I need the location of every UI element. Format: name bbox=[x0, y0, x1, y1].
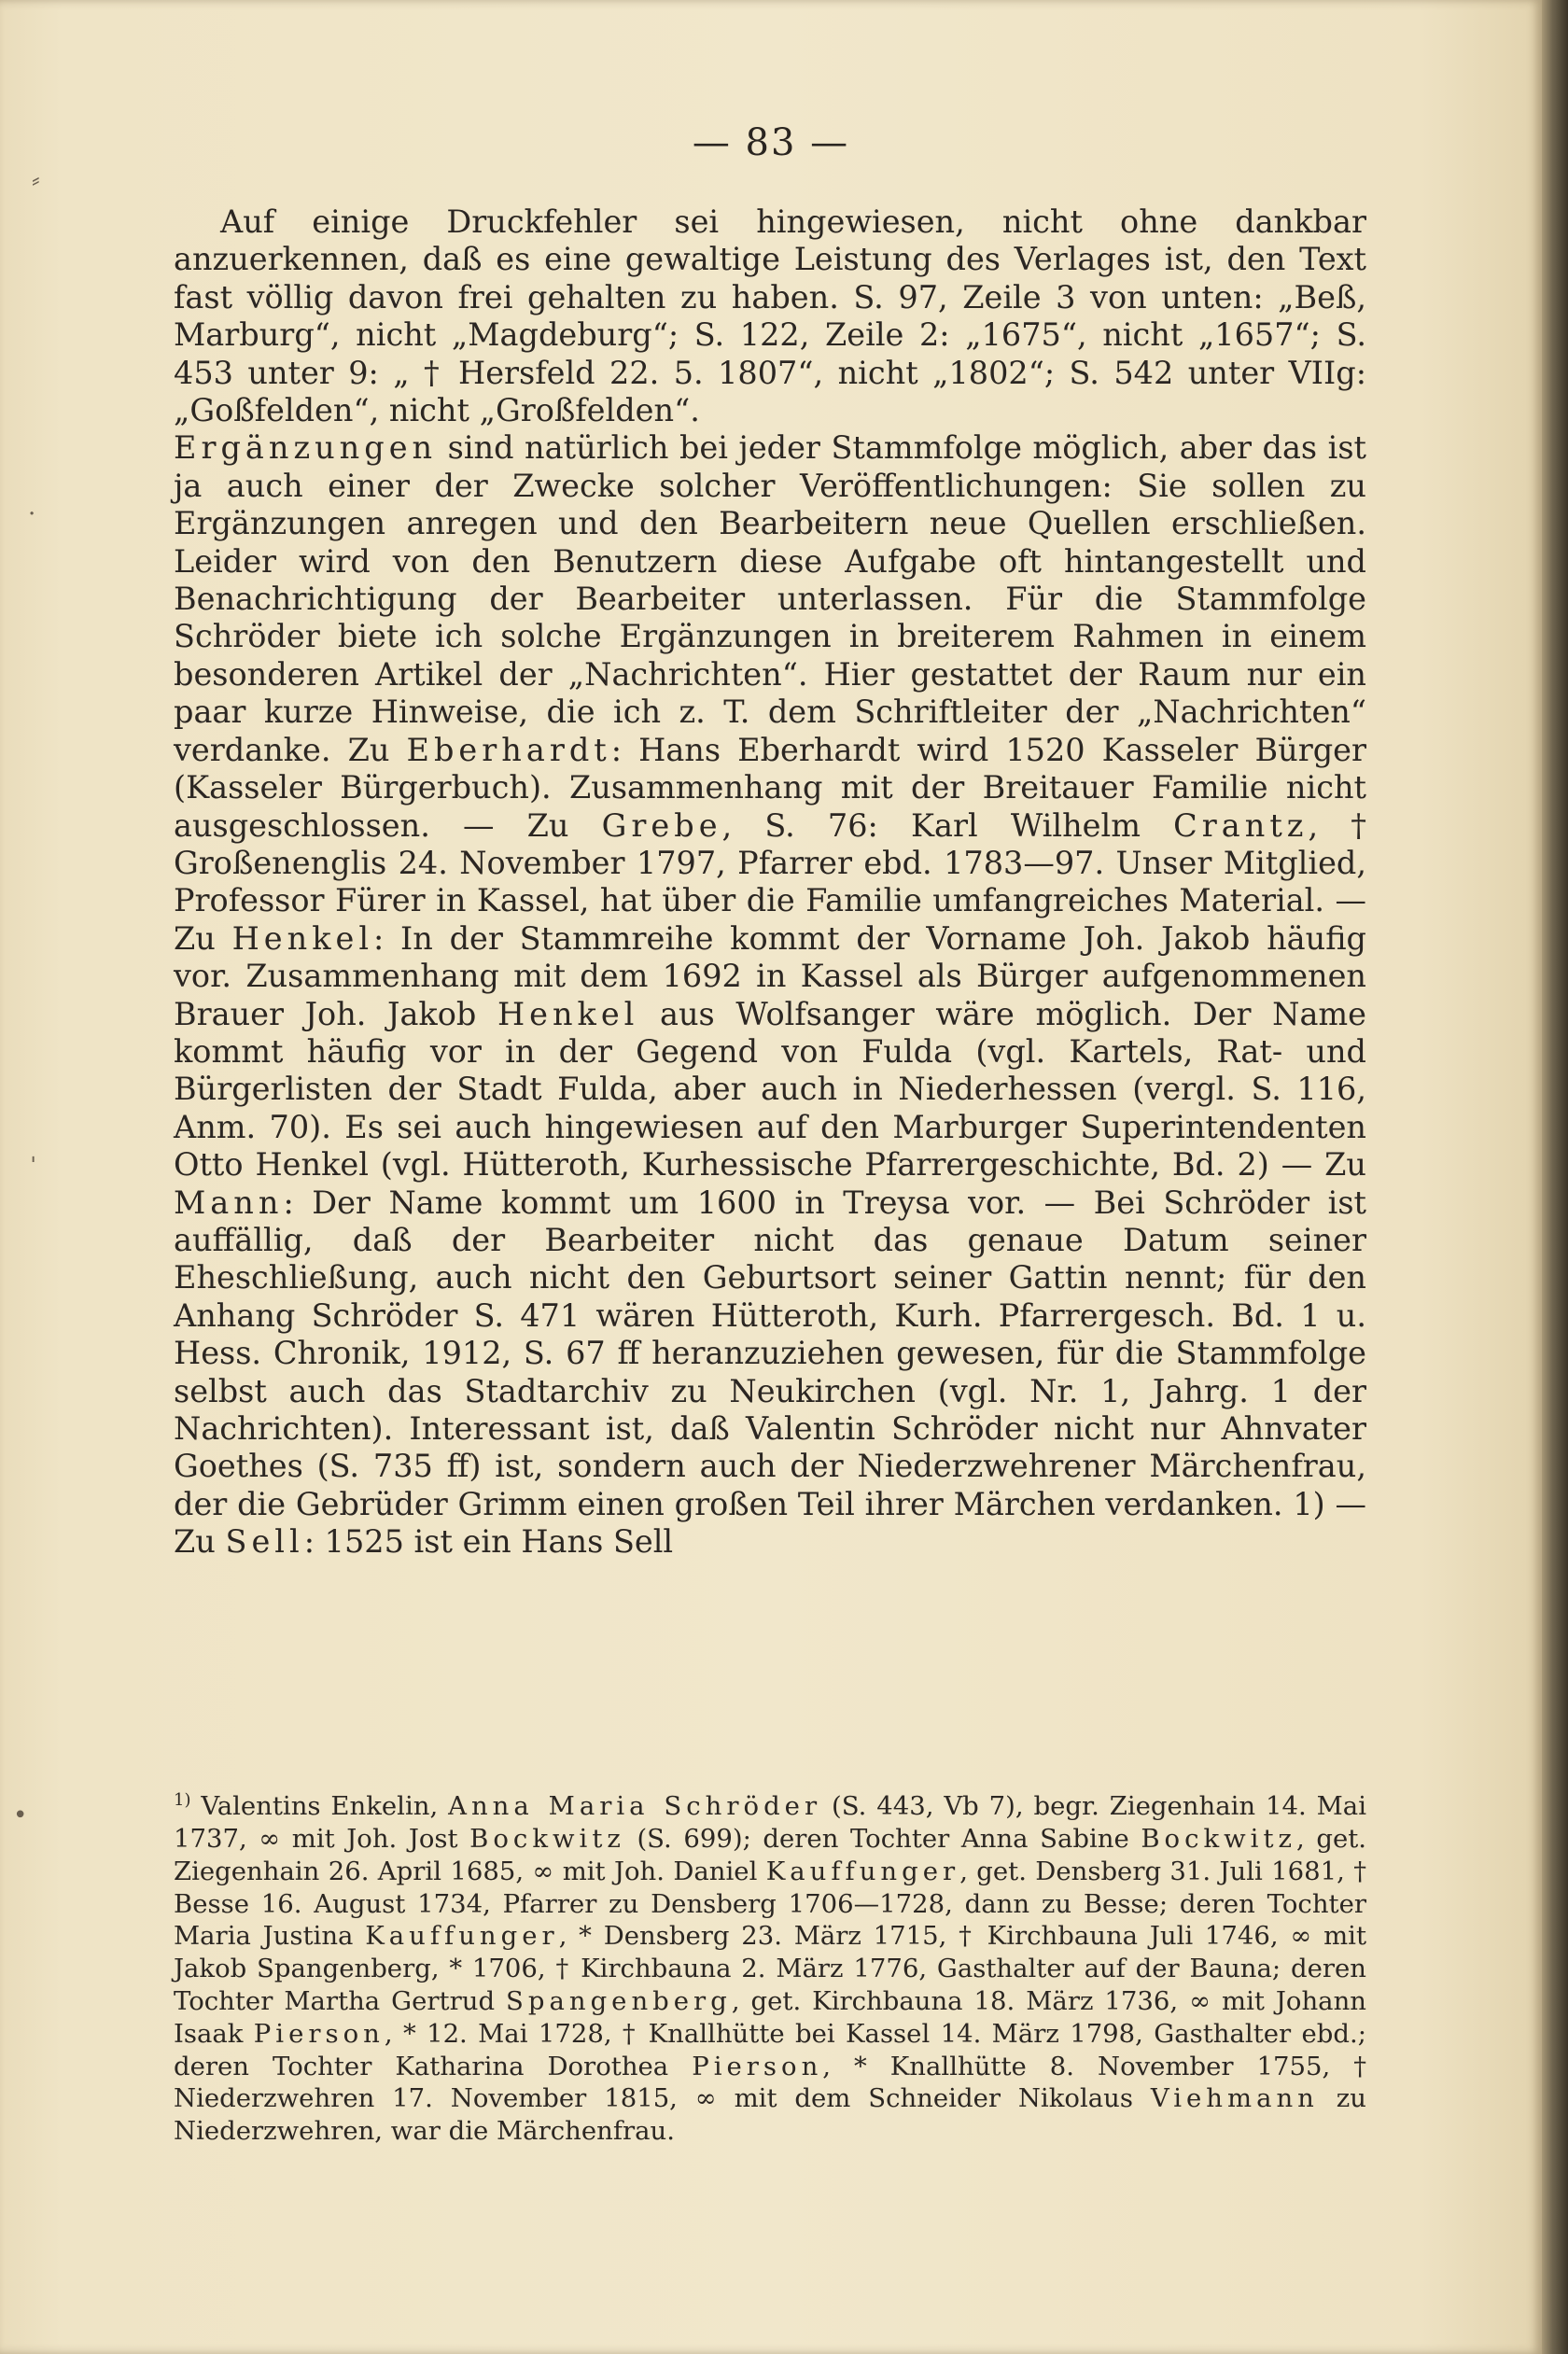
footnote-reference[interactable]: 1) bbox=[1293, 1485, 1325, 1522]
surname-crantz: Crantz bbox=[1173, 806, 1309, 844]
text-run: , * Knallhütte 8. November 1755, † Niederzwehren 17. November 1815, ∞ mit dem Schneider Nikolaus bbox=[174, 2051, 1366, 2114]
surname-pierson: Pierson bbox=[253, 2018, 385, 2049]
name-anna-maria-schroeder: Anna Maria Schröder bbox=[448, 1791, 822, 1822]
text-run: zu Niederzwehren, war die Märchenfrau. bbox=[174, 2083, 1366, 2147]
text-run: , † Großenenglis 24. November 1797, Pfarrer ebd. 1783—97. Unser Mitglied, Professor Fürer in Kassel, hat über die Familie umfangreiches Material. — Zu bbox=[174, 806, 1366, 957]
text-run: (S. 443, Vb 7), begr. Ziegenhain 14. Mai 1737, ∞ mit Joh. Jost bbox=[174, 1791, 1366, 1854]
text-run: , get. Kirchbauna 18. März 1736, ∞ mit Johann Isaak bbox=[174, 1985, 1367, 2049]
text-run: sind natürlich bei jeder Stammfolge möglich, aber das ist ja auch einer der Zwecke solcher Veröffentlichungen: Sie sollen zu Ergänzungen anregen und den Bearbeitern neue Quellen erschließen. Leider wird von den Benutzern diese Aufgabe oft hintangestellt und Benachrichtigung der Bearbeiter unterlassen. Für die Stammfolge Schröder biete ich solche Ergänzungen in breiterem Rahmen in einem besonderen Artikel der „Nachrichten“. Hier gestattet der Raum nur ein paar kurze Hinweise, die ich z. T. dem Schriftleiter der „Nachrichten“ verdanke. Zu bbox=[174, 429, 1366, 768]
surname-pierson-2: Pierson bbox=[692, 2051, 823, 2081]
text-run: : 1525 ist ein Hans Sell bbox=[303, 1523, 674, 1561]
surname-sell: Sell bbox=[225, 1523, 304, 1561]
text-run: , get. Densberg 31. Juli 1681, † Besse 16. August 1734, Pfarrer zu Densberg 1706—1728, dann zu Besse; deren Tochter Maria Justina bbox=[174, 1856, 1367, 1952]
main-text bbox=[174, 203, 1366, 1562]
surname-bockwitz-2: Bockwitz bbox=[1141, 1823, 1297, 1854]
text-run: , get. Ziegenhain 26. April 1685, ∞ mit Joh. Daniel bbox=[174, 1823, 1367, 1886]
text-run: : Der Name kommt um 1600 in Treysa vor. — Bei Schröder ist auffällig, daß der Bearbeiter nicht das genaue Datum seiner Eheschließung, auch nicht den Geburtsort seiner Gattin nennt; für den Anhang Schröder S. 471 wären Hütteroth, Kurh. Pfarrergesch. Bd. 1 u. Hess. Chronik, 1912, S. 67 ff heranzuziehen gewesen, für die Stammfolge selbst auch das Stadtarchiv zu Neukirchen (vgl. Nr. 1, Jahrg. 1 der Nachrichten). Interessant ist, daß Valentin Schröder nicht nur Ahnvater Goethes (S. 735 ff) ist, sondern auch der Niederzwehrener Märchenfrau, der die Gebrüder Grimm einen großen Teil ihrer Märchen verdanken. bbox=[174, 1184, 1366, 1522]
page-binding-edge bbox=[1542, 0, 1568, 2354]
surname-eberhardt: Eberhardt bbox=[406, 731, 611, 768]
text-run: , * Densberg 23. März 1715, † Kirchbauna Juli 1746, ∞ mit Jakob Spangenberg, * 1706, † Kirchbauna 2. März 1776, Gasthalter auf der Bauna; deren Tochter Martha Gertrud bbox=[174, 1921, 1366, 2016]
surname-henkel: Henkel bbox=[231, 919, 374, 957]
text-run: aus Wolfsanger wäre möglich. Der Name kommt häufig vor in der Gegend von Fulda (vgl. Kartels, Rat- und Bürgerlisten der Stadt Fulda, aber auch in Niederhessen (vergl. S. 116, Anm. 70). Es sei auch hingewiesen auf den Marburger Superintendenten Otto Henkel (vgl. Hütteroth, Kurhessische Pfarrergeschichte, Bd. 2) — Zu bbox=[174, 995, 1367, 1184]
surname-mann: Mann bbox=[174, 1184, 284, 1221]
paragraph-errata: Auf einige Druckfehler sei hingewiesen, nicht ohne dankbar anzuerkennen, daß es eine gewaltige Leistung des Verlages ist, den Text fast völlig davon frei gehalten zu haben. S. 97, Zeile 3 von unten: „Beß, Marburg“, nicht „Magdeburg“; S. 122, Zeile 2: „1675“, nicht „1657“; S. 453 unter 9: „ † Hersfeld 22. 5. 1807“, nicht „1802“; S. 542 unter VIIg: „Goßfelden“, nicht „Großfelden“. bbox=[174, 203, 1366, 429]
margin-mark: ⸗ bbox=[32, 166, 40, 194]
surname-kauffunger-2: Kauffunger bbox=[365, 1921, 559, 1952]
margin-mark: • bbox=[13, 1801, 28, 1829]
text-run: , * 12. Mai 1728, † Knallhütte bei Kassel 14. März 1798, Gasthalter ebd.; deren Tochter Katharina Dorothea bbox=[174, 2018, 1366, 2081]
margin-mark: · bbox=[28, 500, 36, 528]
text-run: : In der Stammreihe kommt der Vorname Joh. Jakob häufig vor. Zusammenhang mit dem 1692 in Kassel als Bürger aufgenommenen Brauer Joh. Jakob bbox=[174, 919, 1366, 1032]
text-run: Valentins Enkelin, bbox=[190, 1791, 449, 1822]
text-run: — Zu bbox=[174, 1485, 1366, 1561]
paragraph-supplements bbox=[174, 429, 1366, 1561]
footnote bbox=[174, 1785, 1366, 2148]
text-run: , S. 76: Karl Wilhelm bbox=[721, 806, 1174, 844]
page-number: — 83 — bbox=[692, 121, 850, 164]
surname-grebe: Grebe bbox=[601, 806, 722, 844]
surname-bockwitz: Bockwitz bbox=[469, 1823, 625, 1854]
surname-spangenberg: Spangenberg bbox=[506, 1985, 732, 2016]
text-run: : Hans Eberhardt wird 1520 Kasseler Bürger (Kasseler Bürgerbuch). Zusammenhang mit der Breitauer Familie nicht ausgeschlossen. — Zu bbox=[174, 731, 1366, 844]
spaced-term: Ergänzungen bbox=[174, 429, 438, 467]
margin-mark: ˈ bbox=[30, 1154, 37, 1182]
surname-kauffunger: Kauffunger bbox=[765, 1856, 960, 1886]
text-run: (S. 699); deren Tochter Anna Sabine bbox=[624, 1823, 1141, 1854]
footnote-mark: 1) bbox=[174, 1790, 191, 1810]
surname-henkel-2: Henkel bbox=[497, 995, 639, 1032]
surname-viehmann: Viehmann bbox=[1150, 2083, 1319, 2114]
